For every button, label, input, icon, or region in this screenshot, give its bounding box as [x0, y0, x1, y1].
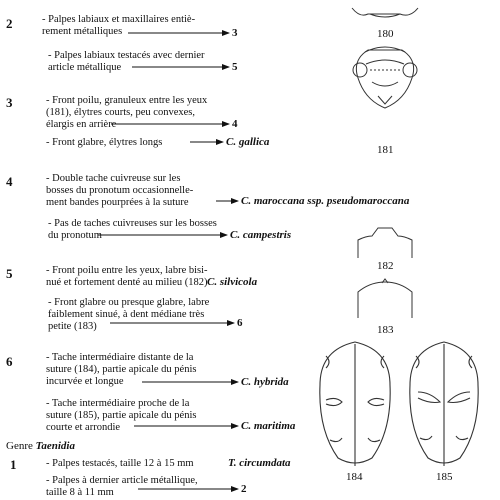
figure-number: 183 — [377, 324, 394, 336]
key-lead-text: - Front glabre, élytres longs — [46, 137, 163, 148]
couplet-number: 3 — [6, 95, 13, 110]
key-lead-text: - Front glabre ou presque glabre, labre faiblement sinué, à dent médiane très petite (183) — [48, 297, 210, 332]
genus-heading: Genre Taenidia — [6, 440, 75, 452]
key-result: 5 — [232, 61, 238, 73]
key-lead-text: - Double tache cuivreuse sur les bosses du pronotum occasionnelle- ment bandes pourprées à la suture — [46, 173, 194, 208]
couplet-number: 5 — [6, 266, 13, 281]
figure-number: 182 — [377, 260, 394, 272]
figure-184-elytra — [320, 342, 390, 466]
couplet-number: 6 — [6, 354, 13, 369]
key-result: C. maritima — [241, 420, 296, 432]
couplet-number: 1 — [10, 457, 17, 472]
figure-180-labrum — [352, 8, 418, 17]
key-result: T. circumdata — [228, 457, 291, 469]
key-lead-text: - Palpes testacés, taille 12 à 15 mm — [46, 458, 194, 469]
key-lead-text: - Pas de taches cuivreuses sur les bosses du pronotum — [48, 218, 217, 241]
figure-number: 185 — [436, 471, 453, 483]
figure-number: 184 — [346, 471, 363, 483]
key-lead-text: - Palpes labiaux et maxillaires entiè- rement métalliques — [42, 14, 196, 37]
figure-183-labrum — [358, 279, 412, 318]
figure-185-elytra — [410, 342, 478, 466]
figure-181-head — [353, 47, 417, 108]
key-result: 2 — [241, 483, 247, 495]
key-lead-text: - Palpes à dernier article métallique, taille 8 à 11 mm — [46, 475, 198, 498]
figure-number: 180 — [377, 28, 394, 40]
key-result: C. gallica — [226, 136, 270, 148]
key-result: C. silvicola — [207, 276, 258, 288]
figure-182-labrum — [358, 228, 412, 258]
key-result: C. campestris — [230, 229, 292, 241]
key-lead-text: - Tache intermédiaire distante de la suture (184), partie apicale du pénis incurvée et longue — [46, 352, 197, 387]
key-result: 4 — [232, 118, 238, 130]
key-result: C. hybrida — [241, 376, 289, 388]
figure-number: 181 — [377, 144, 394, 156]
key-lead-text: - Front poilu, granuleux entre les yeux (181), élytres courts, peu convexes, élargis en arrière — [46, 95, 208, 130]
key-result: 6 — [237, 317, 243, 329]
couplet-number: 2 — [6, 16, 13, 31]
key-result: C. maroccana ssp. pseudomaroccana — [241, 195, 410, 207]
key-lead-text: - Palpes labiaux testacés avec dernier article métallique — [48, 50, 205, 73]
couplet-number: 4 — [6, 174, 13, 189]
key-lead-text: - Front poilu entre les yeux, labre bisi- nué et fortement denté au milieu (182) — [46, 265, 208, 288]
key-result: 3 — [232, 27, 238, 39]
key-lead-text: - Tache intermédiaire proche de la suture (185), partie apicale du pénis courte et arrondie — [46, 398, 197, 433]
